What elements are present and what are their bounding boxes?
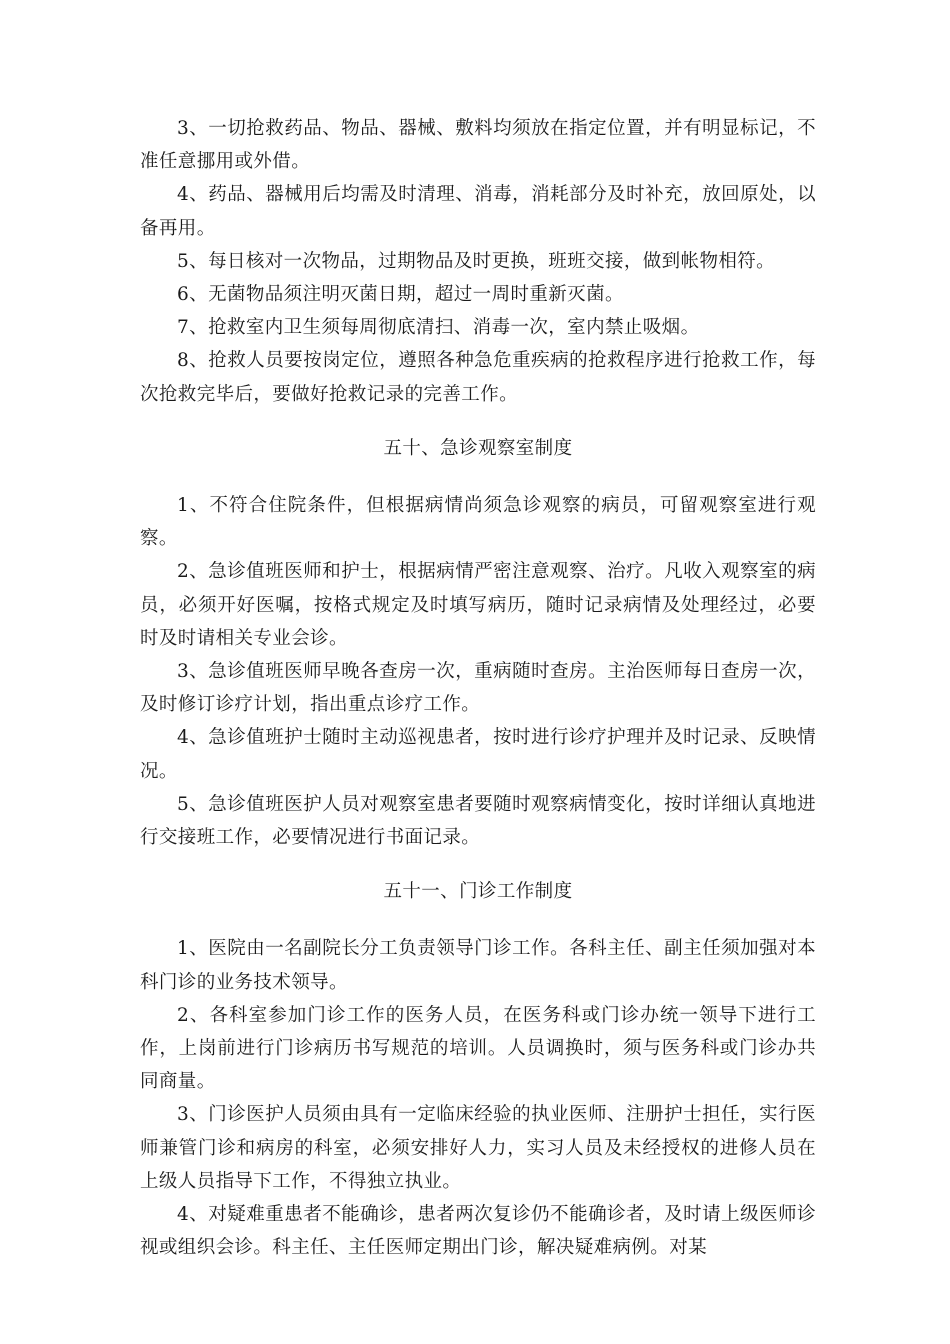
paragraph: 4、对疑难重患者不能确诊，患者两次复诊仍不能确诊者，及时请上级医师诊视或组织会诊。科主任、主任医师定期出门诊，解决疑难病例。对某 — [140, 1204, 816, 1259]
paragraph: 5、急诊值班医护人员对观察室患者要随时观察病情变化，按时详细认真地进行交接班工作，必要情况进行书面记录。 — [140, 793, 816, 849]
section-emergency-observation — [140, 432, 816, 854]
paragraph: 1、不符合住院条件，但根据病情尚须急诊观察的病员，可留观察室进行观察。 — [140, 495, 816, 550]
paragraph: 2、各科室参加门诊工作的医务人员，在医务科或门诊办统一领导下进行工作，上岗前进行门诊病历书写规范的培训。人员调换时，须与医务科或门诊办共同商量。 — [140, 1004, 816, 1093]
section-rescue-room-continued — [140, 112, 816, 411]
paragraph: 4、药品、器械用后均需及时清理、消毒，消耗部分及时补充，放回原处，以备再用。 — [140, 184, 816, 239]
section-heading: 五十、急诊观察室制度 — [383, 437, 573, 459]
section-outpatient-work — [140, 875, 816, 1264]
paragraph: 1、医院由一名副院长分工负责领导门诊工作。各科主任、副主任须加强对本科门诊的业务技术领导。 — [140, 938, 816, 993]
section-heading: 五十一、门诊工作制度 — [383, 881, 573, 903]
paragraph: 3、急诊值班医师早晚各查房一次，重病随时查房。主治医师每日查房一次，及时修订诊疗计划，指出重点诊疗工作。 — [140, 661, 816, 716]
paragraph: 2、急诊值班医师和护士，根据病情严密注意观察、治疗。凡收入观察室的病员，必须开好医嘱，按格式规定及时填写病历，随时记录病情及处理经过，必要时及时请相关专业会诊。 — [140, 561, 816, 649]
paragraph: 3、门诊医护人员须由具有一定临床经验的执业医师、注册护士担任，实行医师兼管门诊和病房的科室，必须安排好人力，实习人员及未经授权的进修人员在上级人员指导下工作，不得独立执业。 — [140, 1104, 816, 1192]
paragraph: 7、抢救室内卫生须每周彻底清扫、消毒一次，室内禁止吸烟。 — [177, 317, 700, 339]
paragraph: 8、抢救人员要按岗定位，遵照各种急危重疾病的抢救程序进行抢救工作，每次抢救完毕后，要做好抢救记录的完善工作。 — [140, 350, 816, 405]
paragraph: 6、无菌物品须注明灭菌日期，超过一周时重新灭菌。 — [177, 284, 624, 306]
paragraph: 4、急诊值班护士随时主动巡视患者，按时进行诊疗护理并及时记录、反映情况。 — [140, 727, 816, 782]
paragraph: 5、每日核对一次物品，过期物品及时更换，班班交接，做到帐物相符。 — [177, 250, 776, 272]
paragraph: 3、一切抢救药品、物品、器械、敷料均须放在指定位置，并有明显标记，不准任意挪用或外借。 — [140, 118, 816, 173]
document-body — [140, 112, 816, 1265]
